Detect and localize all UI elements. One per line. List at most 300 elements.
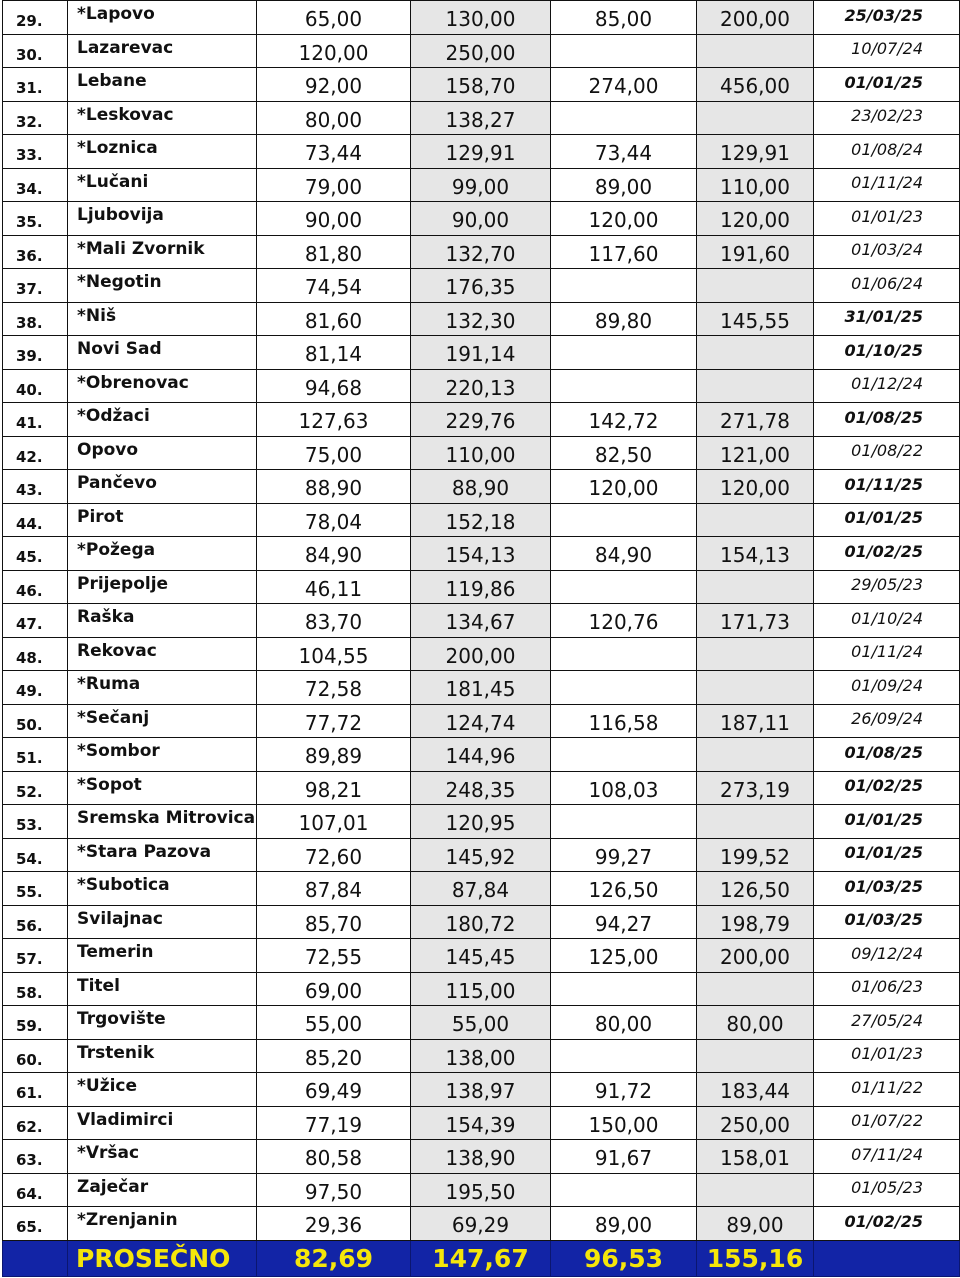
effective-date: 01/01/23 bbox=[814, 1039, 960, 1073]
value-3: 84,90 bbox=[551, 537, 697, 571]
municipality-name: Temerin bbox=[68, 939, 257, 973]
row-number: 51. bbox=[3, 738, 68, 772]
effective-date: 01/12/24 bbox=[814, 369, 960, 403]
average-spacer bbox=[3, 1240, 68, 1276]
row-number: 54. bbox=[3, 838, 68, 872]
value-4 bbox=[697, 671, 814, 705]
row-number: 49. bbox=[3, 671, 68, 705]
value-2: 200,00 bbox=[411, 637, 551, 671]
effective-date: 01/06/24 bbox=[814, 269, 960, 303]
value-4: 271,78 bbox=[697, 403, 814, 437]
row-number: 41. bbox=[3, 403, 68, 437]
value-2: 158,70 bbox=[411, 68, 551, 102]
table-row bbox=[3, 570, 960, 604]
average-value-2: 147,67 bbox=[411, 1240, 551, 1276]
municipality-name: *Loznica bbox=[68, 135, 257, 169]
value-3: 91,72 bbox=[551, 1073, 697, 1107]
municipality-name: Svilajnac bbox=[68, 905, 257, 939]
value-3 bbox=[551, 738, 697, 772]
effective-date: 09/12/24 bbox=[814, 939, 960, 973]
value-1: 72,60 bbox=[257, 838, 411, 872]
value-4: 250,00 bbox=[697, 1106, 814, 1140]
municipality-name: *Požega bbox=[68, 537, 257, 571]
value-3: 82,50 bbox=[551, 436, 697, 470]
value-3: 99,27 bbox=[551, 838, 697, 872]
effective-date: 01/02/25 bbox=[814, 537, 960, 571]
value-3: 150,00 bbox=[551, 1106, 697, 1140]
value-3: 120,00 bbox=[551, 202, 697, 236]
table-row bbox=[3, 336, 960, 370]
value-1: 46,11 bbox=[257, 570, 411, 604]
value-4 bbox=[697, 1039, 814, 1073]
value-3: 89,00 bbox=[551, 168, 697, 202]
effective-date: 01/02/25 bbox=[814, 1207, 960, 1241]
municipality-name: *Lučani bbox=[68, 168, 257, 202]
value-2: 99,00 bbox=[411, 168, 551, 202]
effective-date: 01/07/22 bbox=[814, 1106, 960, 1140]
value-3: 73,44 bbox=[551, 135, 697, 169]
table-row bbox=[3, 1207, 960, 1241]
value-3: 125,00 bbox=[551, 939, 697, 973]
value-1: 65,00 bbox=[257, 1, 411, 35]
effective-date: 25/03/25 bbox=[814, 1, 960, 35]
value-2: 110,00 bbox=[411, 436, 551, 470]
row-number: 29. bbox=[3, 1, 68, 35]
municipality-name: Trstenik bbox=[68, 1039, 257, 1073]
value-1: 89,89 bbox=[257, 738, 411, 772]
municipality-name: Raška bbox=[68, 604, 257, 638]
municipality-name: *Mali Zvornik bbox=[68, 235, 257, 269]
row-number: 55. bbox=[3, 872, 68, 906]
value-1: 87,84 bbox=[257, 872, 411, 906]
value-1: 75,00 bbox=[257, 436, 411, 470]
value-1: 104,55 bbox=[257, 637, 411, 671]
table-row bbox=[3, 872, 960, 906]
value-1: 94,68 bbox=[257, 369, 411, 403]
municipality-name: Lazarevac bbox=[68, 34, 257, 68]
row-number: 46. bbox=[3, 570, 68, 604]
municipality-name: *Sopot bbox=[68, 771, 257, 805]
row-number: 53. bbox=[3, 805, 68, 839]
value-4 bbox=[697, 637, 814, 671]
table-row bbox=[3, 972, 960, 1006]
municipality-name: *Užice bbox=[68, 1073, 257, 1107]
municipality-name: Vladimirci bbox=[68, 1106, 257, 1140]
effective-date: 23/02/23 bbox=[814, 101, 960, 135]
municipality-name: *Leskovac bbox=[68, 101, 257, 135]
table-body bbox=[3, 1, 960, 1241]
value-4 bbox=[697, 101, 814, 135]
value-4 bbox=[697, 336, 814, 370]
table-row bbox=[3, 1106, 960, 1140]
value-1: 29,36 bbox=[257, 1207, 411, 1241]
value-2: 130,00 bbox=[411, 1, 551, 35]
municipality-name: *Odžaci bbox=[68, 403, 257, 437]
effective-date: 01/11/24 bbox=[814, 637, 960, 671]
value-4: 126,50 bbox=[697, 872, 814, 906]
value-3: 80,00 bbox=[551, 1006, 697, 1040]
table-row bbox=[3, 537, 960, 571]
row-number: 56. bbox=[3, 905, 68, 939]
value-2: 115,00 bbox=[411, 972, 551, 1006]
value-4 bbox=[697, 369, 814, 403]
value-3 bbox=[551, 972, 697, 1006]
table-row bbox=[3, 637, 960, 671]
table-row bbox=[3, 470, 960, 504]
value-4: 129,91 bbox=[697, 135, 814, 169]
value-1: 88,90 bbox=[257, 470, 411, 504]
row-number: 47. bbox=[3, 604, 68, 638]
value-2: 120,95 bbox=[411, 805, 551, 839]
value-3: 126,50 bbox=[551, 872, 697, 906]
value-3: 85,00 bbox=[551, 1, 697, 35]
effective-date: 01/03/25 bbox=[814, 905, 960, 939]
table-row bbox=[3, 805, 960, 839]
value-2: 144,96 bbox=[411, 738, 551, 772]
row-number: 48. bbox=[3, 637, 68, 671]
effective-date: 26/09/24 bbox=[814, 704, 960, 738]
municipality-name: *Stara Pazova bbox=[68, 838, 257, 872]
value-1: 81,80 bbox=[257, 235, 411, 269]
effective-date: 01/08/25 bbox=[814, 738, 960, 772]
table-row bbox=[3, 1140, 960, 1174]
value-2: 129,91 bbox=[411, 135, 551, 169]
value-3 bbox=[551, 503, 697, 537]
value-1: 85,20 bbox=[257, 1039, 411, 1073]
table-row bbox=[3, 101, 960, 135]
row-number: 30. bbox=[3, 34, 68, 68]
value-4: 121,00 bbox=[697, 436, 814, 470]
row-number: 37. bbox=[3, 269, 68, 303]
effective-date: 01/01/25 bbox=[814, 838, 960, 872]
value-1: 97,50 bbox=[257, 1173, 411, 1207]
table-row bbox=[3, 604, 960, 638]
value-3: 120,00 bbox=[551, 470, 697, 504]
value-3: 117,60 bbox=[551, 235, 697, 269]
price-table bbox=[2, 0, 960, 1277]
municipality-name: Trgovište bbox=[68, 1006, 257, 1040]
average-date-empty bbox=[814, 1240, 960, 1276]
municipality-name: *Lapovo bbox=[68, 1, 257, 35]
row-number: 64. bbox=[3, 1173, 68, 1207]
value-2: 119,86 bbox=[411, 570, 551, 604]
table-row bbox=[3, 302, 960, 336]
value-1: 90,00 bbox=[257, 202, 411, 236]
table-row bbox=[3, 269, 960, 303]
value-1: 69,49 bbox=[257, 1073, 411, 1107]
value-1: 74,54 bbox=[257, 269, 411, 303]
effective-date: 01/11/24 bbox=[814, 168, 960, 202]
row-number: 52. bbox=[3, 771, 68, 805]
value-3: 89,80 bbox=[551, 302, 697, 336]
value-2: 124,74 bbox=[411, 704, 551, 738]
value-2: 88,90 bbox=[411, 470, 551, 504]
municipality-name: Pančevo bbox=[68, 470, 257, 504]
value-4 bbox=[697, 1173, 814, 1207]
row-number: 38. bbox=[3, 302, 68, 336]
value-3: 94,27 bbox=[551, 905, 697, 939]
municipality-name: *Ruma bbox=[68, 671, 257, 705]
value-4 bbox=[697, 738, 814, 772]
value-1: 92,00 bbox=[257, 68, 411, 102]
municipality-name: *Sombor bbox=[68, 738, 257, 772]
value-1: 98,21 bbox=[257, 771, 411, 805]
row-number: 45. bbox=[3, 537, 68, 571]
effective-date: 01/09/24 bbox=[814, 671, 960, 705]
row-number: 33. bbox=[3, 135, 68, 169]
table-row bbox=[3, 403, 960, 437]
table-row bbox=[3, 1173, 960, 1207]
value-4: 110,00 bbox=[697, 168, 814, 202]
effective-date: 01/05/23 bbox=[814, 1173, 960, 1207]
row-number: 57. bbox=[3, 939, 68, 973]
value-1: 81,14 bbox=[257, 336, 411, 370]
row-number: 50. bbox=[3, 704, 68, 738]
value-1: 83,70 bbox=[257, 604, 411, 638]
municipality-name: Opovo bbox=[68, 436, 257, 470]
row-number: 42. bbox=[3, 436, 68, 470]
value-4: 120,00 bbox=[697, 470, 814, 504]
value-1: 79,00 bbox=[257, 168, 411, 202]
value-3 bbox=[551, 34, 697, 68]
value-3 bbox=[551, 1039, 697, 1073]
row-number: 35. bbox=[3, 202, 68, 236]
value-1: 72,55 bbox=[257, 939, 411, 973]
table-row bbox=[3, 369, 960, 403]
value-1: 107,01 bbox=[257, 805, 411, 839]
value-3: 274,00 bbox=[551, 68, 697, 102]
value-3 bbox=[551, 637, 697, 671]
value-2: 248,35 bbox=[411, 771, 551, 805]
table-row bbox=[3, 68, 960, 102]
value-1: 81,60 bbox=[257, 302, 411, 336]
value-3 bbox=[551, 336, 697, 370]
municipality-name: Sremska Mitrovica bbox=[68, 805, 257, 839]
effective-date: 01/11/22 bbox=[814, 1073, 960, 1107]
value-1: 127,63 bbox=[257, 403, 411, 437]
table-row bbox=[3, 168, 960, 202]
value-2: 132,70 bbox=[411, 235, 551, 269]
value-4: 120,00 bbox=[697, 202, 814, 236]
municipality-name: *Subotica bbox=[68, 872, 257, 906]
value-2: 152,18 bbox=[411, 503, 551, 537]
value-4 bbox=[697, 570, 814, 604]
row-number: 32. bbox=[3, 101, 68, 135]
municipality-name: Novi Sad bbox=[68, 336, 257, 370]
value-3 bbox=[551, 369, 697, 403]
row-number: 61. bbox=[3, 1073, 68, 1107]
value-4 bbox=[697, 503, 814, 537]
average-label: PROSEČNO bbox=[68, 1240, 257, 1276]
municipality-name: Prijepolje bbox=[68, 570, 257, 604]
table-row bbox=[3, 235, 960, 269]
effective-date: 01/10/24 bbox=[814, 604, 960, 638]
value-2: 195,50 bbox=[411, 1173, 551, 1207]
table-row bbox=[3, 1039, 960, 1073]
municipality-name: Rekovac bbox=[68, 637, 257, 671]
municipality-name: *Niš bbox=[68, 302, 257, 336]
table-row bbox=[3, 704, 960, 738]
value-2: 145,92 bbox=[411, 838, 551, 872]
table-row bbox=[3, 671, 960, 705]
municipality-name: *Negotin bbox=[68, 269, 257, 303]
value-1: 78,04 bbox=[257, 503, 411, 537]
value-3: 120,76 bbox=[551, 604, 697, 638]
value-3: 142,72 bbox=[551, 403, 697, 437]
value-2: 138,97 bbox=[411, 1073, 551, 1107]
value-2: 154,13 bbox=[411, 537, 551, 571]
value-2: 191,14 bbox=[411, 336, 551, 370]
table-row bbox=[3, 838, 960, 872]
average-value-3: 96,53 bbox=[551, 1240, 697, 1276]
value-1: 55,00 bbox=[257, 1006, 411, 1040]
value-1: 84,90 bbox=[257, 537, 411, 571]
table-row bbox=[3, 503, 960, 537]
value-2: 132,30 bbox=[411, 302, 551, 336]
value-2: 90,00 bbox=[411, 202, 551, 236]
effective-date: 01/03/24 bbox=[814, 235, 960, 269]
value-2: 69,29 bbox=[411, 1207, 551, 1241]
table-row bbox=[3, 1073, 960, 1107]
value-1: 120,00 bbox=[257, 34, 411, 68]
effective-date: 01/08/25 bbox=[814, 403, 960, 437]
value-4: 89,00 bbox=[697, 1207, 814, 1241]
effective-date: 01/06/23 bbox=[814, 972, 960, 1006]
value-4: 154,13 bbox=[697, 537, 814, 571]
value-4: 171,73 bbox=[697, 604, 814, 638]
average-row bbox=[3, 1240, 960, 1276]
value-4: 456,00 bbox=[697, 68, 814, 102]
municipality-name: Lebane bbox=[68, 68, 257, 102]
value-3 bbox=[551, 570, 697, 604]
effective-date: 29/05/23 bbox=[814, 570, 960, 604]
table-row bbox=[3, 135, 960, 169]
effective-date: 07/11/24 bbox=[814, 1140, 960, 1174]
effective-date: 01/01/25 bbox=[814, 805, 960, 839]
value-3: 91,67 bbox=[551, 1140, 697, 1174]
value-3 bbox=[551, 805, 697, 839]
value-2: 138,90 bbox=[411, 1140, 551, 1174]
value-1: 72,58 bbox=[257, 671, 411, 705]
value-2: 138,27 bbox=[411, 101, 551, 135]
table-row bbox=[3, 1, 960, 35]
value-2: 87,84 bbox=[411, 872, 551, 906]
effective-date: 10/07/24 bbox=[814, 34, 960, 68]
value-4: 158,01 bbox=[697, 1140, 814, 1174]
municipality-name: Ljubovija bbox=[68, 202, 257, 236]
municipality-name: *Sečanj bbox=[68, 704, 257, 738]
effective-date: 01/03/25 bbox=[814, 872, 960, 906]
table-row bbox=[3, 34, 960, 68]
value-2: 180,72 bbox=[411, 905, 551, 939]
value-2: 154,39 bbox=[411, 1106, 551, 1140]
value-2: 134,67 bbox=[411, 604, 551, 638]
value-4: 273,19 bbox=[697, 771, 814, 805]
effective-date: 01/10/25 bbox=[814, 336, 960, 370]
row-number: 43. bbox=[3, 470, 68, 504]
table-row bbox=[3, 771, 960, 805]
value-1: 69,00 bbox=[257, 972, 411, 1006]
value-2: 229,76 bbox=[411, 403, 551, 437]
value-3 bbox=[551, 1173, 697, 1207]
value-1: 77,72 bbox=[257, 704, 411, 738]
effective-date: 01/01/25 bbox=[814, 68, 960, 102]
municipality-name: Titel bbox=[68, 972, 257, 1006]
municipality-name: *Obrenovac bbox=[68, 369, 257, 403]
municipality-name: *Vršac bbox=[68, 1140, 257, 1174]
effective-date: 01/08/22 bbox=[814, 436, 960, 470]
value-2: 55,00 bbox=[411, 1006, 551, 1040]
row-number: 60. bbox=[3, 1039, 68, 1073]
value-4: 187,11 bbox=[697, 704, 814, 738]
effective-date: 27/05/24 bbox=[814, 1006, 960, 1040]
table-row bbox=[3, 1006, 960, 1040]
value-1: 73,44 bbox=[257, 135, 411, 169]
row-number: 39. bbox=[3, 336, 68, 370]
table-row bbox=[3, 436, 960, 470]
row-number: 65. bbox=[3, 1207, 68, 1241]
value-1: 80,00 bbox=[257, 101, 411, 135]
value-3 bbox=[551, 269, 697, 303]
effective-date: 01/11/25 bbox=[814, 470, 960, 504]
row-number: 58. bbox=[3, 972, 68, 1006]
value-3 bbox=[551, 671, 697, 705]
effective-date: 01/02/25 bbox=[814, 771, 960, 805]
value-2: 138,00 bbox=[411, 1039, 551, 1073]
average-value-1: 82,69 bbox=[257, 1240, 411, 1276]
effective-date: 01/01/25 bbox=[814, 503, 960, 537]
value-2: 220,13 bbox=[411, 369, 551, 403]
row-number: 40. bbox=[3, 369, 68, 403]
value-4: 145,55 bbox=[697, 302, 814, 336]
value-4 bbox=[697, 269, 814, 303]
effective-date: 01/08/24 bbox=[814, 135, 960, 169]
value-2: 145,45 bbox=[411, 939, 551, 973]
value-3: 89,00 bbox=[551, 1207, 697, 1241]
effective-date: 01/01/23 bbox=[814, 202, 960, 236]
table-row bbox=[3, 939, 960, 973]
table-row bbox=[3, 905, 960, 939]
value-2: 176,35 bbox=[411, 269, 551, 303]
row-number: 34. bbox=[3, 168, 68, 202]
value-2: 181,45 bbox=[411, 671, 551, 705]
value-4: 183,44 bbox=[697, 1073, 814, 1107]
table-row bbox=[3, 738, 960, 772]
value-3: 108,03 bbox=[551, 771, 697, 805]
row-number: 31. bbox=[3, 68, 68, 102]
effective-date: 31/01/25 bbox=[814, 302, 960, 336]
municipality-name: Pirot bbox=[68, 503, 257, 537]
row-number: 62. bbox=[3, 1106, 68, 1140]
value-4: 200,00 bbox=[697, 1, 814, 35]
row-number: 36. bbox=[3, 235, 68, 269]
value-2: 250,00 bbox=[411, 34, 551, 68]
municipality-name: *Zrenjanin bbox=[68, 1207, 257, 1241]
row-number: 59. bbox=[3, 1006, 68, 1040]
value-4 bbox=[697, 34, 814, 68]
table-row bbox=[3, 202, 960, 236]
value-1: 85,70 bbox=[257, 905, 411, 939]
value-4: 199,52 bbox=[697, 838, 814, 872]
value-4: 191,60 bbox=[697, 235, 814, 269]
value-3: 116,58 bbox=[551, 704, 697, 738]
row-number: 63. bbox=[3, 1140, 68, 1174]
value-4 bbox=[697, 972, 814, 1006]
municipality-name: Zaječar bbox=[68, 1173, 257, 1207]
value-3 bbox=[551, 101, 697, 135]
value-1: 80,58 bbox=[257, 1140, 411, 1174]
row-number: 44. bbox=[3, 503, 68, 537]
